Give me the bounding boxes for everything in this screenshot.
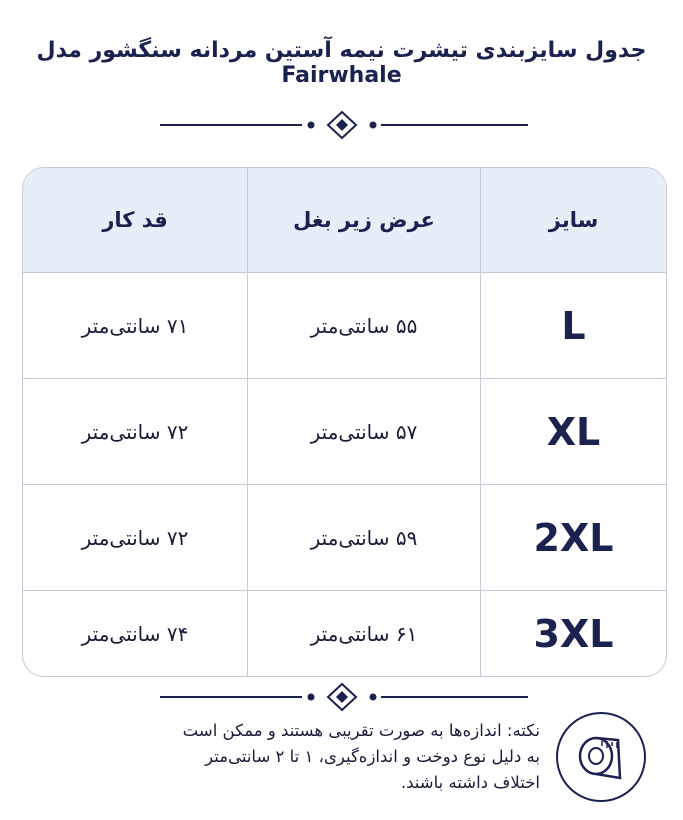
note-line: نکته: اندازه‌ها به صورت تقریبی هستند و ممکن است [182,721,540,740]
row-2XL-chest: ۵۹ سانتی‌متر [248,485,481,591]
row-XL-size: XL [481,379,666,485]
row-XL-length: ۷۲ سانتی‌متر [23,379,248,485]
note-line: به دلیل نوع دوخت و اندازه‌گیری، ۱ تا ۲ سانتی‌متر [205,747,540,766]
measuring-tape-icon [556,712,646,802]
row-3XL-chest: ۶۱ سانتی‌متر [248,591,481,676]
note-line: اختلاف داشته باشند. [400,773,540,792]
row-3XL-size: 3XL [533,611,614,656]
page-title: جدول سایزبندی تیشرت نیمه آستین مردانه سنگشور مدل Fairwhale [36,38,647,88]
diamond-divider-icon [0,110,683,140]
row-XL-chest: ۵۷ سانتی‌متر [248,379,481,485]
header-size: سایز [481,168,666,273]
row-2XL-length: ۷۲ سانتی‌متر [23,485,248,591]
row-L-size: L [481,273,666,379]
row-L-chest: ۵۵ سانتی‌متر [248,273,481,379]
row-3XL-length: ۷۴ سانتی‌متر [23,591,248,676]
size-table [22,167,667,677]
row-2XL-size: 2XL [481,485,666,591]
note-text [30,718,540,796]
header-chest: عرض زیر بغل [248,168,481,273]
header-length: قد کار [23,168,248,273]
diamond-divider-icon [0,682,683,712]
row-L-length: ۷۱ سانتی‌متر [23,273,248,379]
